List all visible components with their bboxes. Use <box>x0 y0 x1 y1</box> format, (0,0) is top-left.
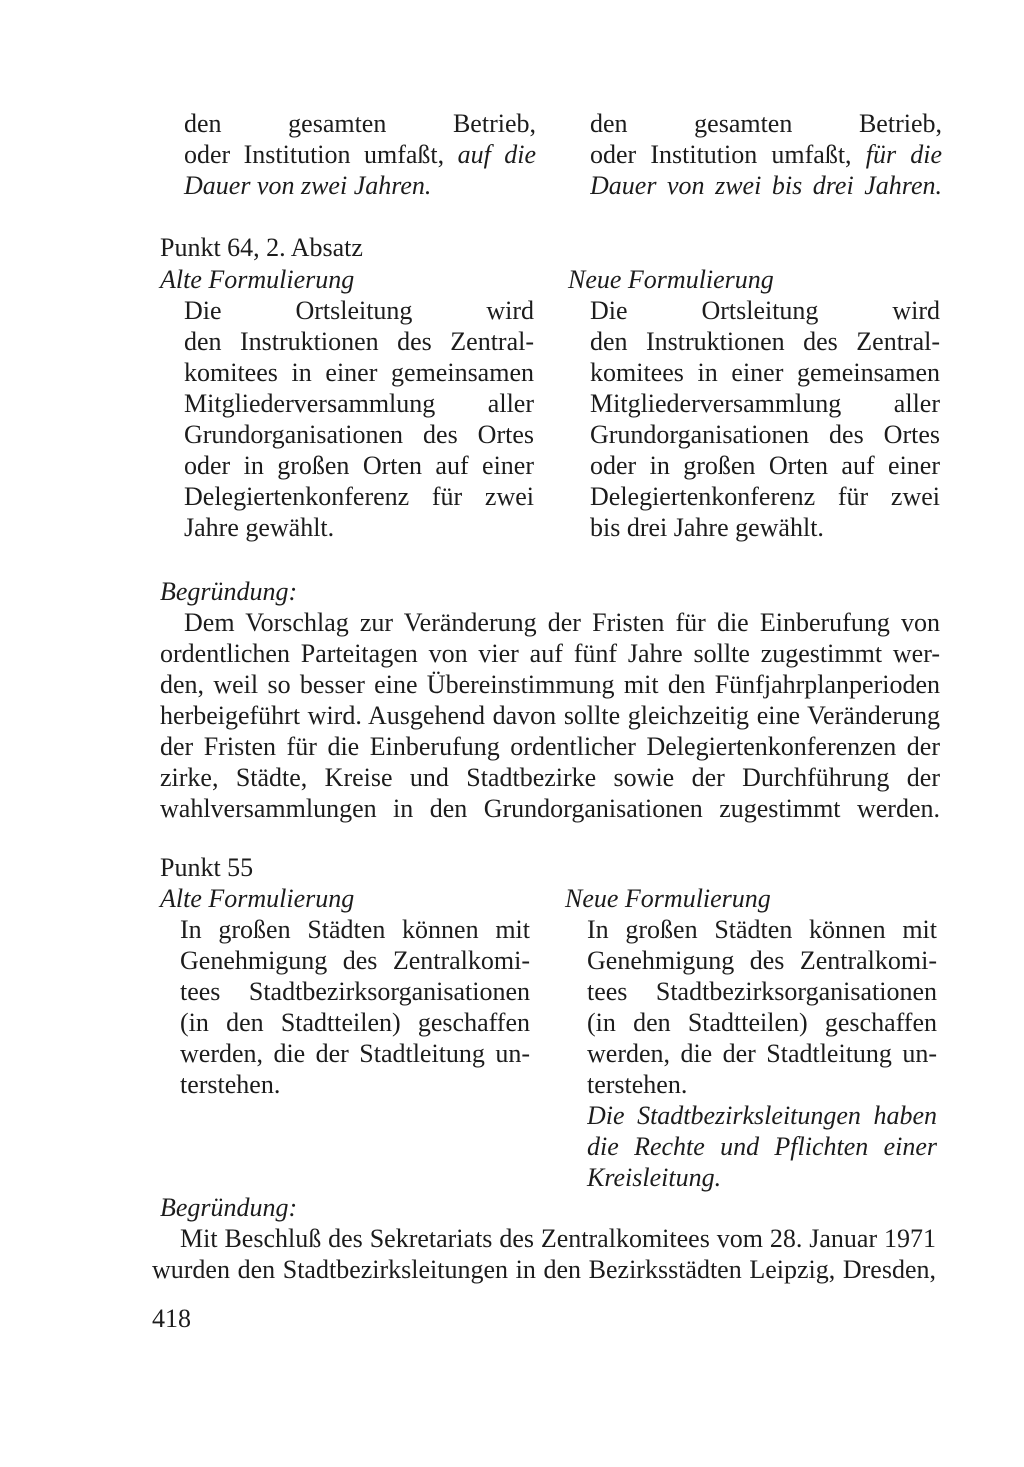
punkt55-neu-line: tees Stadtbezirksorganisationen <box>587 977 937 1006</box>
punkt55-heading: Punkt 55 <box>160 853 254 882</box>
punkt55-neu-line: (in den Stadtteilen) geschaffen <box>587 1008 937 1037</box>
punkt64-neu-line: komitees in einer gemeinsamen <box>590 358 940 387</box>
begruendung-line: Mit Beschluß des Sekretariats des Zentralkomitees vom 28. Januar 1971 <box>180 1224 936 1253</box>
punkt64-alt-line: komitees in einer gemeinsamen <box>184 358 534 387</box>
punkt64-neu-label: Neue Formulierung <box>568 265 774 294</box>
italic-span: für die <box>865 140 942 169</box>
top-left-line-3 <box>184 170 431 201</box>
punkt55-begruendung-label: Begründung: <box>160 1193 298 1222</box>
top-right-line-2 <box>590 139 942 170</box>
punkt55-alt-line: tees Stadtbezirksorganisationen <box>180 977 530 1006</box>
punkt55-neu-line: Die Stadtbezirksleitungen haben <box>587 1101 937 1130</box>
punkt55-alt-line: Genehmigung des Zentralkomi- <box>180 946 530 975</box>
begruendung-line: den, weil so besser eine Übereinstimmung mit den Fünfjahrplanperioden <box>160 670 940 699</box>
punkt64-alt-line: Jahre gewählt. <box>184 513 335 542</box>
punkt64-heading: Punkt 64, 2. Absatz <box>160 233 363 262</box>
punkt64-neu-line: bis drei Jahre gewählt. <box>590 513 824 542</box>
punkt64-neu-line: Grundorganisationen des Ortes <box>590 420 940 449</box>
begruendung-line: Dem Vorschlag zur Veränderung der Fristen für die Einberufung von <box>184 608 940 637</box>
italic-span: auf die <box>457 140 536 169</box>
top-left-line-1 <box>184 108 536 139</box>
begruendung-line: zirke, Städte, Kreise und Stadtbezirke sowie der Durchführung der <box>160 763 940 792</box>
punkt55-neu-line: Genehmigung des Zentralkomi- <box>587 946 937 975</box>
top-right-line-3 <box>590 170 942 201</box>
punkt64-neu-line: Die Ortsleitung wird <box>590 296 940 325</box>
punkt64-alt-label: Alte Formulierung <box>160 265 355 294</box>
top-right-line-1 <box>590 108 942 139</box>
punkt64-alt-line: Grundorganisationen des Ortes <box>184 420 534 449</box>
punkt55-neu-line: In großen Städten können mit <box>587 915 937 944</box>
punkt64-alt-line: den Instruktionen des Zentral- <box>184 327 534 356</box>
text-span: den gesamten Betrieb, <box>590 109 942 138</box>
text-span: oder Institution umfaßt, <box>590 140 866 169</box>
italic-span: Dauer von zwei bis drei Jahren. <box>590 171 942 200</box>
begruendung-line: wahlversammlungen in den Grundorganisationen zugestimmt werden. <box>160 794 940 823</box>
begruendung-line: ordentlichen Parteitagen von vier auf fünf Jahre sollte zugestimmt wer- <box>160 639 940 668</box>
punkt55-neu-line: terstehen. <box>587 1070 688 1099</box>
text-span: den gesamten Betrieb, <box>184 109 536 138</box>
punkt64-neu-line: Mitgliederversammlung aller <box>590 389 940 418</box>
begruendung-line: wurden den Stadtbezirksleitungen in den Bezirksstädten Leipzig, Dresden, <box>152 1255 936 1284</box>
punkt64-begruendung-label: Begründung: <box>160 577 298 606</box>
punkt64-alt-line: oder in großen Orten auf einer <box>184 451 534 480</box>
page-number: 418 <box>152 1304 191 1333</box>
punkt55-alt-line: In großen Städten können mit <box>180 915 530 944</box>
italic-span: Dauer von zwei Jahren. <box>184 171 432 200</box>
punkt64-neu-line: den Instruktionen des Zentral- <box>590 327 940 356</box>
punkt64-alt-line: Delegiertenkonferenz für zwei <box>184 482 534 511</box>
punkt64-alt-line: Mitgliederversammlung aller <box>184 389 534 418</box>
punkt55-alt-line: werden, die der Stadtleitung un- <box>180 1039 530 1068</box>
begruendung-line: der Fristen für die Einberufung ordentlicher Delegiertenkonferenzen der <box>160 732 940 761</box>
top-left-line-2 <box>184 139 536 170</box>
punkt55-alt-label: Alte Formulierung <box>160 884 355 913</box>
punkt55-neu-label: Neue Formulierung <box>565 884 771 913</box>
punkt64-alt-line: Die Ortsleitung wird <box>184 296 534 325</box>
punkt55-neu-line: Kreisleitung. <box>587 1163 722 1192</box>
punkt64-neu-line: oder in großen Orten auf einer <box>590 451 940 480</box>
punkt55-neu-line: die Rechte und Pflichten einer <box>587 1132 937 1161</box>
punkt55-alt-line: terstehen. <box>180 1070 281 1099</box>
text-span: oder Institution umfaßt, <box>184 140 458 169</box>
punkt55-alt-line: (in den Stadtteilen) geschaffen <box>180 1008 530 1037</box>
punkt55-neu-line: werden, die der Stadtleitung un- <box>587 1039 937 1068</box>
punkt64-neu-line: Delegiertenkonferenz für zwei <box>590 482 940 511</box>
begruendung-line: herbeigeführt wird. Ausgehend davon sollte gleichzeitig eine Veränderung <box>160 701 940 730</box>
